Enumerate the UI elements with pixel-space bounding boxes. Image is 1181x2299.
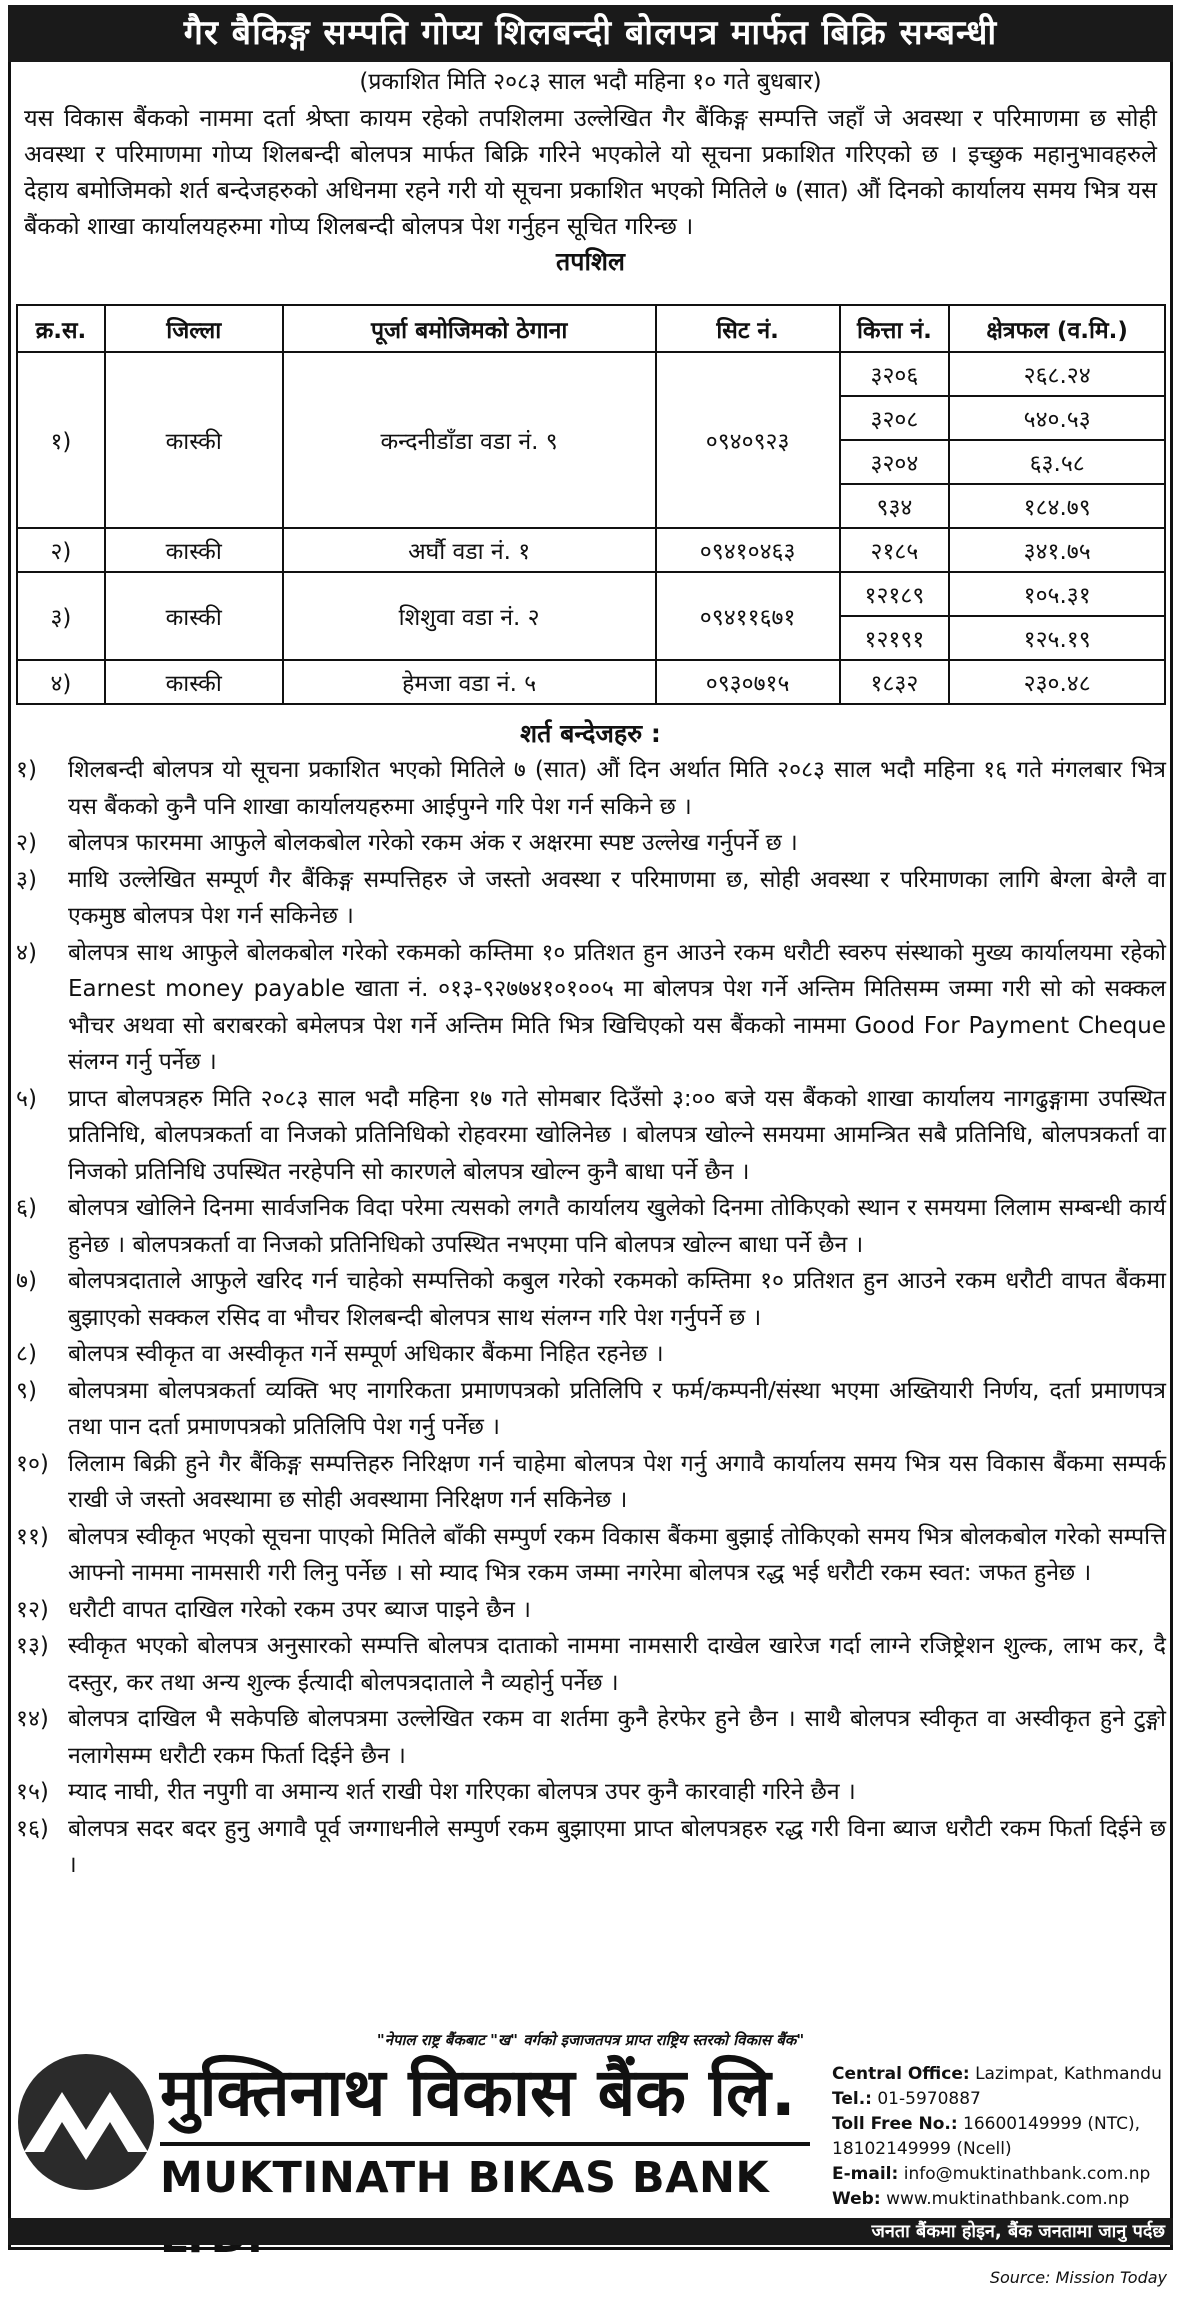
cell-sn: ३) [17, 572, 105, 660]
condition-number: १) [16, 757, 37, 783]
header-sheet: सिट नं. [656, 305, 840, 352]
condition-item [16, 1190, 1166, 1263]
header-sn: क्र.स. [17, 305, 105, 352]
condition-text: धरौटी वापत दाखिल गरेको रकम उपर ब्याज पाइने छैन । [68, 1596, 531, 1623]
contact-value: 16600149999 (NTC), [963, 2114, 1141, 2134]
cell-district: कास्की [105, 528, 283, 572]
bank-name-english: MUKTINATH BIKAS BANK [160, 2153, 770, 2203]
property-table [16, 304, 1166, 705]
condition-number: १६) [16, 1815, 49, 1842]
condition-number: ५) [16, 1085, 37, 1112]
condition-text: स्वीकृत भएको बोलपत्र अनुसारको सम्पत्ति बोलपत्र दाताको नाममा नामसारी दाखेल खारेज गर्दा लाग्ने रजिष्ट्रेशन शुल्क, लाभ कर, दै दस्तुर, कर तथा अन्य शुल्क ईत्यादी बोलपत्रदाताले नै व्यहोर्नु पर्नेछ । [68, 1633, 1166, 1696]
table-row [17, 528, 1165, 572]
header-area: क्षेत्रफल (व.मि.) [949, 305, 1165, 352]
header-kitta: कित्ता नं. [840, 305, 950, 352]
condition-item [16, 1373, 1166, 1446]
condition-text: बोलपत्र स्वीकृत वा अस्वीकृत गर्ने सम्पूर्ण अधिकार बैंकमा निहित रहनेछ । [68, 1341, 664, 1367]
condition-text: बोलपत्र दाखिल भै सकेपछि बोलपत्रमा उल्लेखित रकम वा शर्तमा कुनै हेरफेर हुने छैन । साथै बोलपत्र स्वीकृत वा अस्वीकृत हुने टुङ्गो नलागेसम्म धरौटी रकम फिर्ता दिईने छैन । [68, 1706, 1166, 1769]
cell-area: २६८.२४ [949, 352, 1165, 396]
cell-kitta: ३२०४ [840, 440, 950, 484]
condition-text: बोलपत्रदाताले आफुले खरिद गर्न चाहेको सम्पत्तिको कबुल गरेको रकमको कम्तिमा १० प्रतिशत हुन आउने रकम धरौटी वापत बैंकमा बुझाएको सक्कल रसिद वा भौचर शिलबन्दी बोलपत्र साथ संलग्न गरि पेश गर्नुपर्ने छ । [68, 1268, 1166, 1331]
header-district: जिल्ला [105, 305, 283, 352]
condition-item [16, 1628, 1166, 1701]
contact-line [832, 2112, 1162, 2137]
condition-item [16, 752, 1166, 825]
condition-number: १२) [16, 1596, 49, 1623]
contact-line [832, 2162, 1162, 2187]
condition-text: म्याद नाघी, रीत नपुगी वा अमान्य शर्त राखी पेश गरिएका बोलपत्र उपर कुनै कारवाही गरिने छैन । [68, 1779, 856, 1805]
contact-value: 01-5970887 [877, 2089, 981, 2109]
conditions-list [16, 752, 1166, 1884]
condition-text: शिलबन्दी बोलपत्र यो सूचना प्रकाशित भएको मितिले ७ (सात) औं दिन अर्थात मिति २०८३ साल भदौ महिना १६ गते मंगलबार भित्र यस बैंकको कुनै पनि शाखा कार्यालयहरुमा आईपुग्ने गरि पेश गर्न सकिने छ । [68, 757, 1166, 820]
cell-sheet: ०९४०९२३ [656, 352, 840, 528]
contact-line [832, 2137, 1162, 2162]
condition-number: ३) [16, 866, 37, 893]
contact-value: 18102149999 (Ncell) [832, 2139, 1012, 2159]
contact-email[interactable]: info@muktinathbank.com.np [903, 2164, 1151, 2184]
publication-date: (प्रकाशित मिति २०८३ साल भदौ महिना १० गते बुधबार) [359, 69, 822, 95]
contact-website[interactable]: www.muktinathbank.com.np [886, 2189, 1130, 2209]
table-heading: तपशिल [556, 247, 625, 276]
cell-address: हेमजा वडा नं. ५ [283, 660, 656, 704]
condition-text: बोलपत्र सदर बदर हुनु अगावै पूर्व जग्गाधनीले सम्पुर्ण रकम बुझाएमा प्राप्त बोलपत्रहरु रद्ध गरी विना ब्याज धरौटी रकम फिर्ता दिईने छ । [68, 1815, 1166, 1878]
condition-item [16, 1263, 1166, 1336]
condition-number: ११) [16, 1523, 49, 1550]
cell-kitta: ३२०८ [840, 396, 950, 440]
cell-kitta: १८३२ [840, 660, 950, 704]
condition-item [16, 1701, 1166, 1774]
condition-number: ९) [16, 1377, 37, 1404]
cell-area: २३०.४८ [949, 660, 1165, 704]
cell-kitta: १२१८९ [840, 572, 950, 616]
condition-item [16, 1446, 1166, 1519]
condition-number: १३) [16, 1633, 49, 1659]
contact-label: Tel.: [832, 2089, 872, 2109]
header-address: पूर्जा बमोजिमको ठेगाना [283, 305, 656, 352]
cell-area: ३४१.७५ [949, 528, 1165, 572]
cell-area: ५४०.५३ [949, 396, 1165, 440]
source-credit: Source: Mission Today [989, 2268, 1167, 2287]
contact-block [832, 2062, 1162, 2212]
condition-item [16, 1081, 1166, 1191]
condition-item [16, 1774, 1166, 1811]
condition-text: लिलाम बिक्री हुने गैर बैंकिङ्ग सम्पत्तिहरु निरिक्षण गर्न चाहेमा बोलपत्र पेश गर्नु अगावै कार्यालय समय भित्र यस विकास बैंकमा सम्पर्क राखी जे जस्तो अवस्थामा छ सोही अवस्थामा निरिक्षण गर्न सकिनेछ । [68, 1450, 1166, 1513]
mountain-logo-icon [16, 2052, 156, 2192]
condition-number: १५) [16, 1779, 49, 1805]
cell-address: कन्दनीडाँडा वडा नं. ९ [283, 352, 656, 528]
contact-label: Central Office: [832, 2064, 970, 2084]
bank-tagline: "नेपाल राष्ट्र बैंकबाट "ख" वर्गको इजाजतपत्र प्राप्त राष्ट्रिय स्तरको विकास बैंक" [376, 2031, 805, 2049]
bank-name-divider [160, 2142, 810, 2146]
condition-item [16, 935, 1166, 1081]
cell-sheet: ०९३०७१५ [656, 660, 840, 704]
condition-number: २) [16, 830, 37, 856]
contact-label: Web: [832, 2189, 881, 2209]
condition-item [16, 1519, 1166, 1592]
bank-slogan: जनता बैंकमा होइन, बैंक जनतामा जानु पर्दछ [871, 2221, 1165, 2242]
cell-sn: २) [17, 528, 105, 572]
condition-text: माथि उल्लेखित सम्पूर्ण गैर बैंकिङ्ग सम्पत्तिहरु जे जस्तो अवस्था र परिमाणमा छ, सोही अवस्था र परिमाणका लागि बेग्ला बेग्लै वा एकमुष्ठ बोलपत्र पेश गर्न सकिनेछ । [68, 866, 1166, 929]
condition-item [16, 825, 1166, 862]
condition-number: ६) [16, 1195, 37, 1221]
contact-line [832, 2062, 1162, 2087]
cell-address: शिशुवा वडा नं. २ [283, 572, 656, 660]
cell-sheet: ०९४१०४६३ [656, 528, 840, 572]
cell-kitta: ३२०६ [840, 352, 950, 396]
cell-kitta: २१८५ [840, 528, 950, 572]
condition-text: बोलपत्र स्वीकृत भएको सूचना पाएको मितिले बाँकी सम्पुर्ण रकम विकास बैंकमा बुझाई तोकिएको समय भित्र बोलकबोल गरेको सम्पत्ति आफ्नो नाममा नामसारी गरी लिनु पर्नेछ । सो म्याद भित्र रकम जम्मा नगरेमा बोलपत्र रद्ध भई धरौटी रकम स्वत: जफत हुनेछ । [68, 1523, 1166, 1586]
contact-line [832, 2087, 1162, 2112]
condition-item [16, 1811, 1166, 1884]
contact-label: Toll Free No.: [832, 2114, 958, 2134]
condition-text: बोलपत्र फारममा आफुले बोलकबोल गरेको रकम अंक र अक्षरमा स्पष्ट उल्लेख गर्नुपर्ने छ । [68, 830, 798, 856]
notice-title: गैर बैकिङ्ग सम्पति गोप्य शिलबन्दी बोलपत्र मार्फत बिक्रि सम्बन्धी [8, 5, 1173, 62]
conditions-heading: शर्त बन्देजहरु : [520, 719, 661, 748]
cell-area: १०५.३१ [949, 572, 1165, 616]
cell-district: कास्की [105, 660, 283, 704]
cell-area: १८४.७९ [949, 484, 1165, 528]
cell-address: अर्घौ वडा नं. १ [283, 528, 656, 572]
condition-item [16, 1336, 1166, 1373]
intro-paragraph: यस विकास बैंकको नाममा दर्ता श्रेष्ता कायम रहेको तपशिलमा उल्लेखित गैर बैंकिङ्ग सम्पत्ति जहाँ जे अवस्था र परिमाणमा छ सोही अवस्था र परिमाणमा गोप्य शिलबन्दी बोलपत्र मार्फत बिक्रि गरिने भएकोले यो सूचना प्रकाशित गरिएको छ । इच्छुक महानुभावहरुले देहाय बमोजिमको शर्त बन्देजहरुको अधिनमा रहने गरी यो सूचना प्रकाशित भएको मितिले ७ (सात) औं दिनको कार्यालय समय भित्र यस बैंकको शाखा कार्यालयहरुमा गोप्य शिलबन्दी बोलपत्र पेश गर्नुहन सूचित गरिन्छ । [24, 104, 1157, 240]
condition-number: ८) [16, 1341, 37, 1367]
condition-text: बोलपत्रमा बोलपत्रकर्ता व्यक्ति भए नागरिकता प्रमाणपत्रको प्रतिलिपि र फर्म/कम्पनी/संस्था भएमा अख्तियारी निर्णय, दर्ता प्रमाणपत्र तथा पान दर्ता प्रमाणपत्रको प्रतिलिपि पेश गर्नु पर्नेछ । [68, 1377, 1166, 1440]
cell-sn: ४) [17, 660, 105, 704]
cell-area: १२५.१९ [949, 616, 1165, 660]
cell-district: कास्की [105, 572, 283, 660]
condition-item [16, 1592, 1166, 1629]
table-row [17, 660, 1165, 704]
table-row [17, 572, 1165, 616]
condition-number: ४) [16, 939, 37, 966]
cell-kitta: ९३४ [840, 484, 950, 528]
condition-text: बोलपत्र खोलिने दिनमा सार्वजनिक विदा परेमा त्यसको लगतै कार्यालय खुलेको दिनमा तोकिएको स्थान र समयमा लिलाम सम्बन्धी कार्य हुनेछ । बोलपत्रकर्ता वा निजको प्रतिनिधिको उपस्थित नभएमा पनि बोलपत्र खोल्न बाधा पर्ने छैन । [68, 1195, 1166, 1258]
cell-sheet: ०९४११६७१ [656, 572, 840, 660]
condition-text: प्राप्त बोलपत्रहरु मिति २०८३ साल भदौ महिना १७ गते सोमबार दिउँसो ३:०० बजे यस बैंकको शाखा कार्यालय नागढुङ्गामा उपस्थित प्रतिनिधि, बोलपत्रकर्ता वा निजको प्रतिनिधिको रोहवरमा खोलिनेछ । बोलपत्र खोल्ने समयमा आमन्त्रित सबै प्रतिनिधि, बोलपत्रकर्ता वा निजको प्रतिनिधि उपस्थित नरहेपनि सो कारणले बोलपत्र खोल्न कुनै बाधा पर्ने छैन । [68, 1085, 1166, 1185]
table-header-row [17, 305, 1165, 352]
cell-kitta: १२१९१ [840, 616, 950, 660]
cell-sn: १) [17, 352, 105, 528]
contact-line [832, 2187, 1162, 2212]
condition-number: ७) [16, 1268, 37, 1294]
contact-label: E-mail: [832, 2164, 899, 2184]
cell-area: ६३.५८ [949, 440, 1165, 484]
table-row [17, 352, 1165, 396]
condition-text: बोलपत्र साथ आफुले बोलकबोल गरेको रकमको कम्तिमा १० प्रतिशत हुन आउने रकम धरौटी स्वरुप संस्थाको मुख्य कार्यालयमा रहेको Earnest money payable खाता नं. ०१३-९२७७४१०१००५ मा बोलपत्र पेश गर्ने अन्तिम मितिसम्म जम्मा गरी सो को सक्कल भौचर अथवा सो बराबरको बमेलपत्र पेश गर्ने अन्तिम मिति भित्र खिचिएको यस बैंकको नाममा Good For Payment Cheque संलग्न गर्नु पर्नेछ । [68, 939, 1166, 1075]
condition-number: १४) [16, 1706, 49, 1732]
cell-district: कास्की [105, 352, 283, 528]
contact-value: Lazimpat, Kathmandu [975, 2064, 1162, 2084]
condition-item [16, 862, 1166, 935]
condition-number: १०) [16, 1450, 49, 1477]
bank-name-nepali: मुक्तिनाथ विकास बैंक लि. [160, 2054, 796, 2131]
